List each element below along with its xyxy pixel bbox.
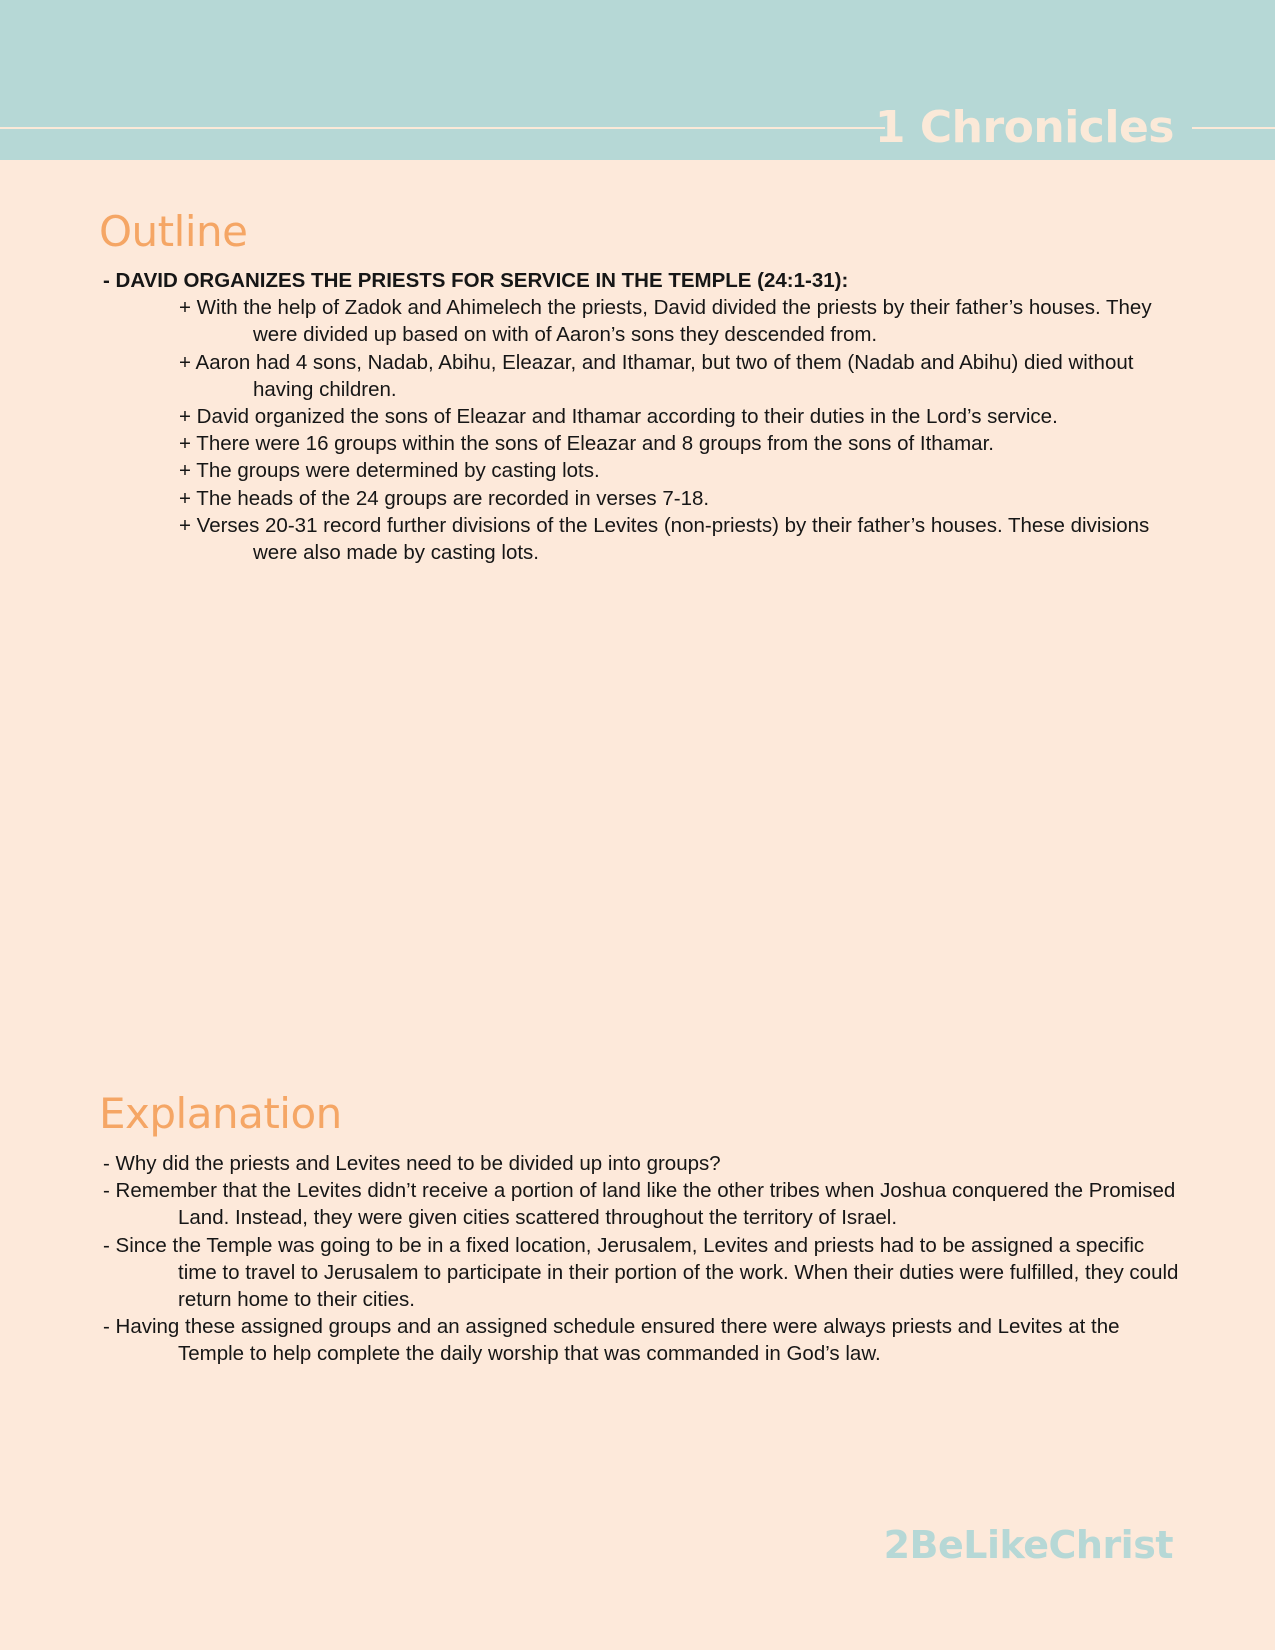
outline-item: + Aaron had 4 sons, Nadab, Abihu, Eleazar, and Ithamar, but two of them (Nadab and Abihu) died without having children. [179,350,1134,401]
outline-item: + With the help of Zadok and Ahimelech the priests, David divided the priests by their father’s houses. They were divided up based on with of Aaron’s sons they descended from. [179,296,1152,347]
outline-item: + Verses 20-31 record further divisions of the Levites (non-priests) by their father’s houses. These divisions were also made by casting lots. [179,513,1150,565]
explanation-section [103,1150,1183,1368]
outline-heading: - DAVID ORGANIZES THE PRIESTS FOR SERVICE IN THE TEMPLE (24:1-31): [103,269,849,292]
outline-section [103,267,1183,566]
brand-logo-text: 2BeLikeChrist [883,1523,1173,1567]
header-rule-left [0,127,885,129]
outline-item: + The groups were determined by casting lots. [179,459,600,483]
explanation-item: - Since the Temple was going to be in a fixed location, Jerusalem, Levites and priests had to be assigned a specific time to travel to Jerusalem to participate in their portion of the work. When their duties were fulfilled, they could return home to their cities. [103,1233,1179,1312]
explanation-item: - Having these assigned groups and an assigned schedule ensured there were always priests and Levites at the Temple to help complete the daily worship that was commanded in God’s law. [103,1315,1120,1366]
outline-title: Outline [99,207,248,256]
book-title: 1 Chronicles [874,102,1174,153]
explanation-title: Explanation [99,1089,342,1138]
explanation-item: - Why did the priests and Levites need to be divided up into groups? [103,1152,721,1175]
outline-item: + The heads of the 24 groups are recorded in verses 7-18. [179,486,710,510]
header-banner [0,0,1275,160]
outline-item: + David organized the sons of Eleazar and Ithamar according to their duties in the Lord’s service. [179,405,1058,429]
explanation-item: - Remember that the Levites didn’t receive a portion of land like the other tribes when Joshua conquered the Promised Land. Instead, they were given cities scattered throughout the territory of Israel. [103,1179,1176,1230]
header-rule-right [1192,127,1275,129]
outline-item: + There were 16 groups within the sons of Eleazar and 8 groups from the sons of Ithamar. [179,432,994,456]
